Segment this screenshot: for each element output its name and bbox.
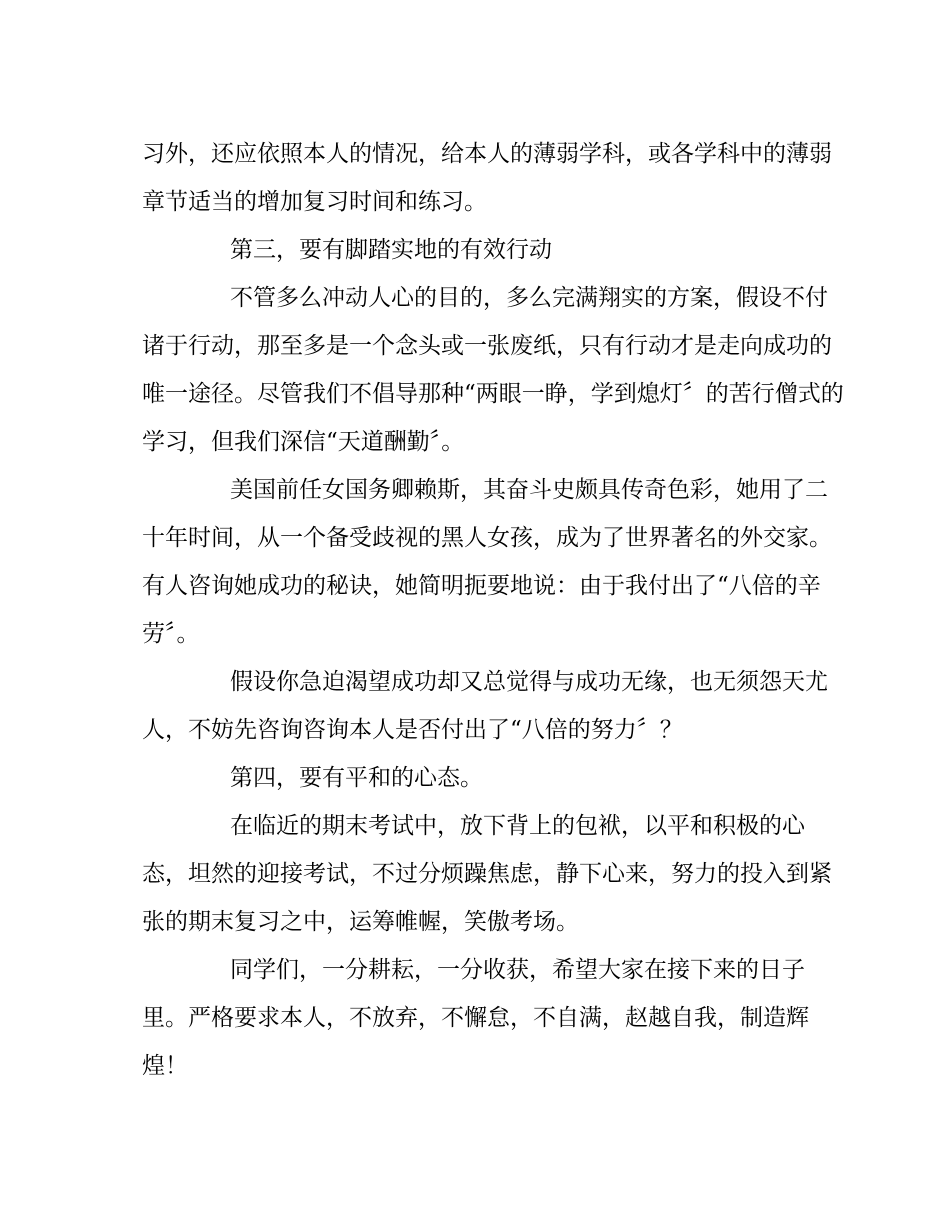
paragraph-line: 在临近的期末考试中，放下背上的包袱，以平和积极的心 (230, 813, 805, 839)
paragraph-line: 章节适当的增加复习时间和练习。 (142, 189, 487, 215)
paragraph-line: 态，坦然的迎接考试，不过分烦躁焦虑，静下心来，努力的投入到紧 (142, 861, 832, 887)
paragraph-line: 假设你急迫渴望成功却又总觉得与成功无缘，也无须怨天尤 (230, 669, 828, 695)
paragraph-line: 张的期末复习之中，运筹帷幄，笑傲考场。 (142, 909, 579, 935)
paragraph-line: 习外，还应依照本人的情况，给本人的薄弱学科，或各学科中的薄弱 (142, 141, 832, 167)
section-heading: 第四，要有平和的心态。 (230, 765, 483, 791)
section-heading: 第三，要有脚踏实地的有效行动 (230, 237, 552, 263)
paragraph-line: 同学们，一分耕耘，一分收获，希望大家在接下来的日子 (230, 957, 805, 983)
paragraph-line: 美国前任女国务卿赖斯，其奋斗史颇具传奇色彩，她用了二 (230, 477, 828, 503)
paragraph-line: 学习，但我们深信“天道酬勤〞。 (142, 429, 465, 455)
paragraph-line: 煌！ (142, 1053, 188, 1079)
paragraph-line: 诸于行动，那至多是一个念头或一张废纸，只有行动才是走向成功的 (142, 333, 832, 359)
paragraph-line: 劳〞。 (142, 621, 200, 647)
paragraph-line: 里。严格要求本人，不放弃，不懈怠，不自满，赵越自我，制造辉 (142, 1005, 809, 1031)
paragraph-line: 十年时间，从一个备受歧视的黑人女孩，成为了世界著名的外交家。 (142, 525, 832, 551)
paragraph-line: 人，不妨先咨询咨询本人是否付出了“八倍的努力〞？ (142, 717, 683, 743)
paragraph-line: 不管多么冲动人心的目的，多么完满翔实的方案，假设不付 (230, 285, 828, 311)
paragraph-line: 有人咨询她成功的秘诀，她简明扼要地说：由于我付出了“八倍的辛 (142, 573, 821, 599)
paragraph-line: 唯一途径。尽管我们不倡导那种“两眼一睁，学到熄灯〞的苦行僧式的 (142, 381, 844, 407)
